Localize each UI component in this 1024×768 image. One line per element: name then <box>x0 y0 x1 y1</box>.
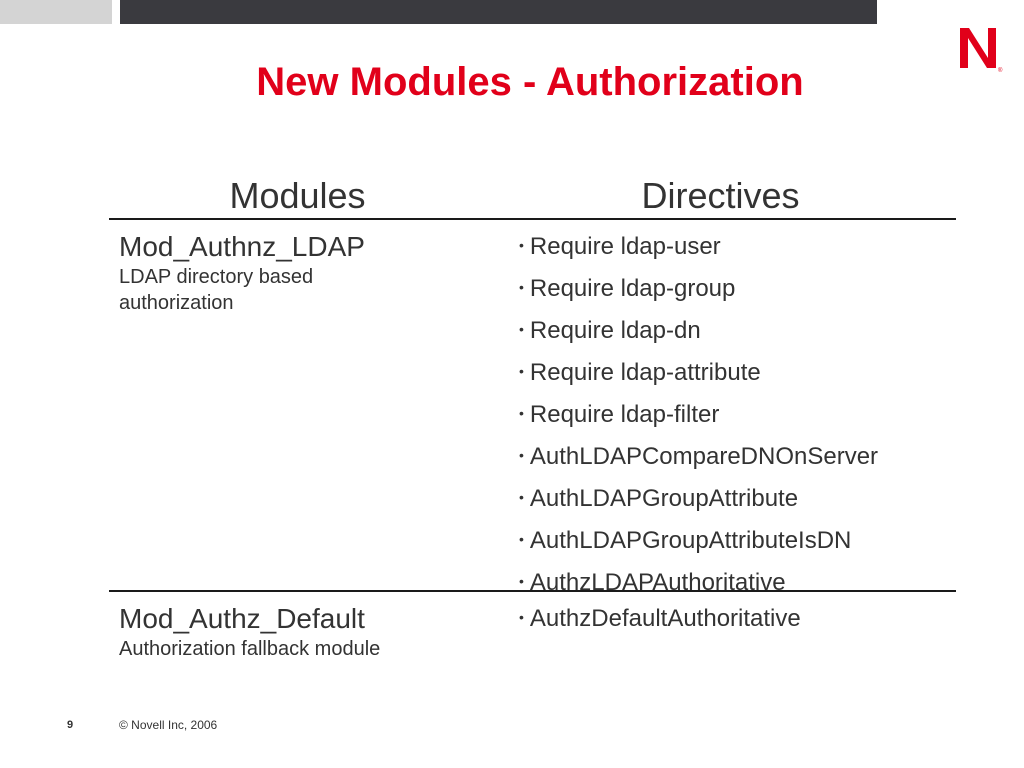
directive-text: AuthzDefaultAuthoritative <box>529 605 801 632</box>
directive-item <box>519 519 878 561</box>
module-description: authorization <box>119 292 234 314</box>
directive-list <box>519 597 801 639</box>
directive-item <box>519 597 801 639</box>
bullet-icon: • <box>519 447 524 463</box>
column-header-directives: Directives <box>641 175 800 216</box>
directive-item <box>519 435 878 477</box>
directive-item <box>519 351 878 393</box>
module-description: LDAP directory based <box>119 266 314 288</box>
directive-item <box>519 393 878 435</box>
bullet-icon: • <box>519 405 524 421</box>
column-header-modules: Modules <box>229 175 366 216</box>
bullet-icon: • <box>519 531 524 547</box>
svg-text:®: ® <box>998 68 1003 74</box>
directive-item <box>519 267 878 309</box>
module-name: Mod_Authz_Default <box>119 603 365 634</box>
directive-text: AuthLDAPCompareDNOnServer <box>529 443 879 470</box>
slide-title: New Modules - Authorization <box>256 60 804 104</box>
directive-text: Require ldap-group <box>529 275 736 302</box>
bullet-icon: • <box>519 363 524 379</box>
table-divider <box>109 218 956 220</box>
copyright-text: © Novell Inc, 2006 <box>119 718 218 732</box>
directive-text: AuthLDAPGroupAttributeIsDN <box>529 527 852 554</box>
bullet-icon: • <box>519 237 524 253</box>
directive-item <box>519 225 878 267</box>
directive-text: AuthzLDAPAuthoritative <box>529 569 786 596</box>
module-name: Mod_Authnz_LDAP <box>119 231 365 262</box>
directive-text: Require ldap-dn <box>529 317 701 344</box>
table-row-module-cell <box>119 602 479 662</box>
directive-list <box>519 225 878 603</box>
bullet-icon: • <box>519 489 524 505</box>
directive-item <box>519 309 878 351</box>
table-row-module-cell <box>119 230 479 316</box>
module-description: Authorization fallback module <box>119 638 381 660</box>
directive-item <box>519 477 878 519</box>
top-bar-light <box>0 0 112 24</box>
directive-text: AuthLDAPGroupAttribute <box>529 485 799 512</box>
directive-text: Require ldap-attribute <box>529 359 761 386</box>
bullet-icon: • <box>519 321 524 337</box>
directive-text: Require ldap-filter <box>529 401 720 428</box>
page-number: 9 <box>67 719 74 731</box>
bullet-icon: • <box>519 609 524 625</box>
bullet-icon: • <box>519 279 524 295</box>
bullet-icon: • <box>519 573 524 589</box>
directive-text: Require ldap-user <box>529 233 721 260</box>
top-bar-dark <box>120 0 877 24</box>
